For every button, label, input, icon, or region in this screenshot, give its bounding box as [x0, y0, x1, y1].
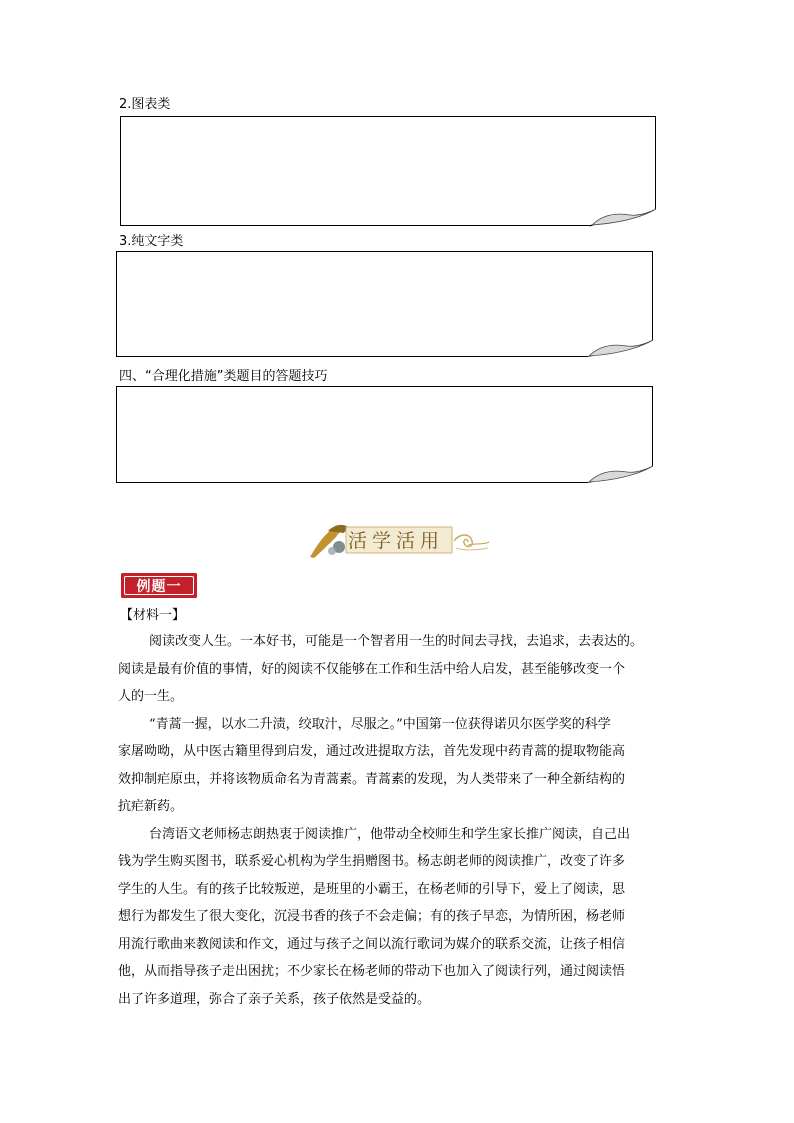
answer-box-charts: [120, 116, 656, 226]
banner-title: 活学活用: [348, 530, 445, 552]
passage-line: 人的一生。: [118, 689, 184, 704]
section-label-measures: 四、“合理化措施”类题目的答题技巧: [119, 369, 328, 384]
page-curl-icon: [590, 209, 656, 226]
material-title: 【材料一】: [120, 608, 186, 623]
passage-line: 他，从而指导孩子走出困扰；不少家长在杨老师的带动下也加入了阅读行列，通过阅读悟: [118, 964, 626, 979]
passage-line: 台湾语文老师杨志朗热衷于阅读推广，他带动全校师生和学生家长推广阅读，自己出: [149, 826, 631, 842]
section-label-charts: 2.图表类: [119, 97, 171, 112]
passage-line: 出了许多道理，弥合了亲子关系，孩子依然是受益的。: [118, 991, 431, 1007]
passage-line: 钱为学生购买图书，联系爱心机构为学生捐赠图书。杨志朗老师的阅读推广，改变了许多: [118, 854, 626, 869]
answer-box-text: [116, 251, 653, 357]
example-stamp: [121, 573, 197, 598]
passage-line: 用流行歌曲来教阅读和作文，通过与孩子之间以流行歌词为媒介的联系交流，让孩子相信: [118, 936, 626, 952]
material-passage: [118, 604, 688, 1013]
section-label-text: 3.纯文字类: [119, 234, 184, 249]
example-stamp-label: 例题一: [136, 579, 182, 595]
passage-line: 家屠呦呦，从中医古籍里得到启发，通过改进提取方法，首先发现中药青蒿的提取物能高: [118, 744, 626, 759]
passage-line: 阅读是最有价值的事情，好的阅读不仅能够在工作和生活中给人启发，甚至能够改变一个: [118, 661, 626, 677]
passage-line: “青蒿一握，以水二升渍，绞取汁，尽服之。”中国第一位获得诺贝尔医学奖的科学: [149, 716, 611, 732]
page-curl-icon: [587, 340, 653, 357]
passage-line: 抗疟新药。: [118, 799, 184, 814]
passage-line: 想行为都发生了很大变化，沉浸书香的孩子不会走偏；有的孩子早恋，为情所困，杨老师: [118, 909, 626, 924]
passage-line: 阅读改变人生。一本好书，可能是一个智者用一生的时间去寻找，去追求，去表达的。: [149, 634, 644, 649]
passage-line: 学生的人生。有的孩子比较叛逆，是班里的小霸王，在杨老师的引导下，爱上了阅读，思: [118, 881, 626, 897]
page-curl-icon: [587, 466, 653, 483]
passage-line: 效抑制疟原虫，并将该物质命名为青蒿素。青蒿素的发现，为人类带来了一种全新结构的: [118, 771, 626, 787]
answer-box-measures: [116, 386, 653, 483]
